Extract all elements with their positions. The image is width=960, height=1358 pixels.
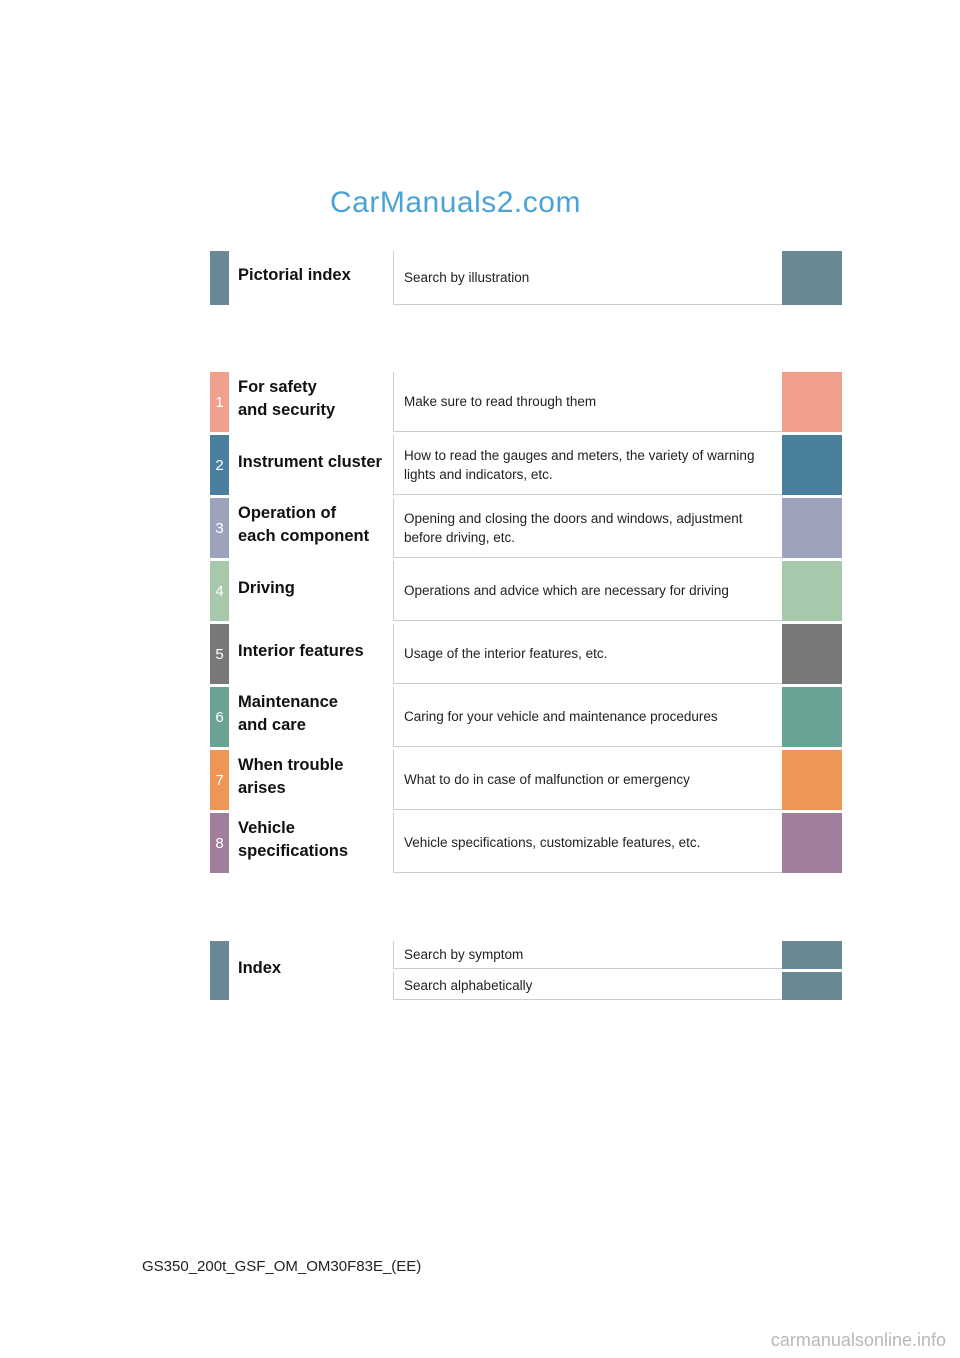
chapter-number-6: 6: [210, 687, 229, 747]
pictorial-index-title: Pictorial index: [238, 266, 351, 284]
chapter-title-4: Driving: [238, 579, 295, 597]
chapter-row-8[interactable]: [210, 813, 842, 873]
index-tab-symptom[interactable]: [782, 941, 842, 969]
chapter-row-7[interactable]: [210, 750, 842, 810]
chapter-tab-1[interactable]: [782, 372, 842, 432]
chapter-title-6: Maintenance and care: [238, 693, 338, 734]
pictorial-index-row[interactable]: [210, 251, 842, 305]
chapter-title-1: For safety and security: [238, 378, 336, 419]
chapter-number-7: 7: [210, 750, 229, 810]
chapter-desc-7: What to do in case of malfunction or emergency: [393, 750, 782, 810]
index-item-alphabetical[interactable]: Search alphabetically: [393, 972, 782, 1000]
chapter-desc-4: Operations and advice which are necessary for driving: [393, 561, 782, 621]
bottom-watermark: carmanualsonline.info: [770, 1330, 946, 1350]
chapter-tab-5[interactable]: [782, 624, 842, 684]
chapter-tab-6[interactable]: [782, 687, 842, 747]
watermark-text: CarManuals2.com: [330, 186, 581, 219]
chapter-title-2: Instrument cluster: [238, 453, 382, 471]
chapter-title-8: Vehicle specifications: [238, 819, 349, 860]
chapter-number-1: 1: [210, 372, 229, 432]
chapter-number-3: 3: [210, 498, 229, 558]
chapter-row-5[interactable]: [210, 624, 842, 684]
chapter-tab-3[interactable]: [782, 498, 842, 558]
index-item-symptom[interactable]: Search by symptom: [393, 941, 782, 969]
chapter-title-3: Operation of each component: [238, 504, 370, 545]
pictorial-index-tab[interactable]: [782, 251, 842, 305]
chapter-tab-8[interactable]: [782, 813, 842, 873]
index-tab-alphabetical[interactable]: [782, 972, 842, 1000]
document-code: GS350_200t_GSF_OM_OM30F83E_(EE): [142, 1258, 422, 1275]
chapter-row-2[interactable]: [210, 435, 842, 495]
chapter-tab-2[interactable]: [782, 435, 842, 495]
chapter-desc-2: How to read the gauges and meters, the variety of warning lights and indicators, etc.: [393, 435, 782, 495]
index-title: Index: [238, 959, 282, 977]
chapter-tab-7[interactable]: [782, 750, 842, 810]
chapter-row-4[interactable]: [210, 561, 842, 621]
chapter-row-3[interactable]: [210, 498, 842, 558]
chapter-number-4: 4: [210, 561, 229, 621]
pictorial-index-bar: [210, 251, 229, 305]
index-bar: [210, 941, 229, 1000]
chapter-desc-5: Usage of the interior features, etc.: [393, 624, 782, 684]
chapter-title-5: Interior features: [238, 642, 364, 660]
chapter-desc-3: Opening and closing the doors and windows, adjustment before driving, etc.: [393, 498, 782, 558]
chapter-row-6[interactable]: [210, 687, 842, 747]
chapter-number-8: 8: [210, 813, 229, 873]
pictorial-index-desc: Search by illustration: [393, 251, 782, 305]
chapter-row-1[interactable]: [210, 372, 842, 432]
chapter-title-7: When trouble arises: [238, 756, 344, 797]
chapter-desc-8: Vehicle specifications, customizable features, etc.: [393, 813, 782, 873]
chapter-number-5: 5: [210, 624, 229, 684]
chapter-tab-4[interactable]: [782, 561, 842, 621]
chapter-number-2: 2: [210, 435, 229, 495]
chapter-desc-6: Caring for your vehicle and maintenance procedures: [393, 687, 782, 747]
chapter-desc-1: Make sure to read through them: [393, 372, 782, 432]
index-row: [210, 941, 842, 1000]
